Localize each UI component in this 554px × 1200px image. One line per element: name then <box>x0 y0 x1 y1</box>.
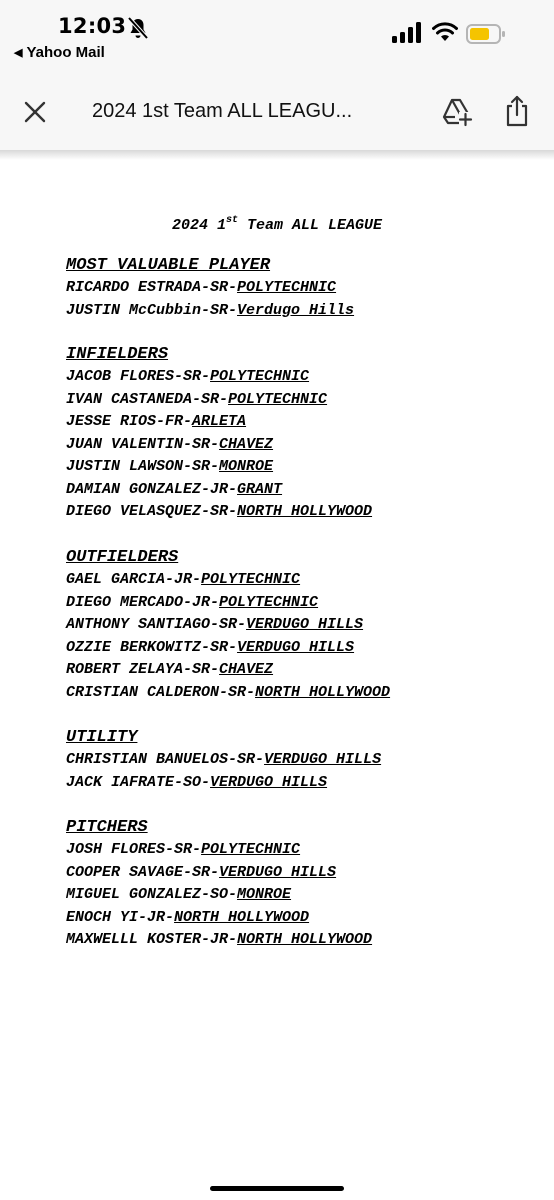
player-name: COOPER SAVAGE-SR- <box>66 863 220 881</box>
share-icon[interactable] <box>504 94 530 128</box>
home-indicator[interactable] <box>210 1186 344 1191</box>
section-heading: OUTFIELDERS <box>66 548 179 567</box>
message-header <box>0 72 554 150</box>
section-heading: INFIELDERS <box>66 345 169 364</box>
player-name: DIEGO MERCADO-JR- <box>66 593 220 611</box>
player-name: CRISTIAN CALDERON-SR- <box>66 683 256 701</box>
player-name: JOSH FLORES-SR- <box>66 841 202 858</box>
list-item <box>66 592 390 615</box>
list-item <box>66 659 390 682</box>
list-item <box>66 929 372 952</box>
player-name: JUSTIN McCubbin-SR- <box>66 301 238 319</box>
school-name: VERDUGO HILLS <box>237 638 355 656</box>
player-name: OZZIE BERKOWITZ-SR- <box>66 638 238 656</box>
list-item <box>66 839 372 862</box>
attachment-title: 2024 1st Team ALL LEAGU... <box>92 100 353 122</box>
school-name: VERDUGO HILLS <box>219 863 337 881</box>
school-name: POLYTECHNIC <box>201 571 301 588</box>
list-item <box>66 411 372 434</box>
list-item <box>66 501 372 524</box>
school-name: NORTH HOLLYWOOD <box>255 683 391 701</box>
school-name: CHAVEZ <box>219 435 274 453</box>
list-item <box>66 434 372 457</box>
section-infielders <box>66 344 372 524</box>
school-name: POLYTECHNIC <box>228 390 328 408</box>
list-item <box>66 389 372 412</box>
player-name: IVAN CASTANEDA-SR- <box>66 390 229 408</box>
school-name: Verdugo Hills <box>237 301 355 319</box>
player-name: JUSTIN LAWSON-SR- <box>66 458 220 475</box>
list-item <box>66 749 381 772</box>
school-name: POLYTECHNIC <box>237 279 337 296</box>
list-item <box>66 772 381 795</box>
list-item <box>66 637 390 660</box>
list-item <box>66 569 390 592</box>
player-name: JESSE RIOS-FR- <box>66 413 193 430</box>
section-heading: MOST VALUABLE PLAYER <box>66 256 271 275</box>
player-name: JUAN VALENTIN-SR- <box>66 435 220 453</box>
title-superscript: st <box>225 215 238 226</box>
player-name: ANTHONY SANTIAGO-SR- <box>66 616 247 633</box>
status-time: 12:03 <box>58 14 127 38</box>
school-name: VERDUGO HILLS <box>210 773 328 791</box>
list-item <box>66 907 372 930</box>
list-item <box>66 456 372 479</box>
title-prefix: 2024 1 <box>171 217 226 234</box>
school-name: POLYTECHNIC <box>210 368 310 385</box>
player-name: ROBERT ZELAYA-SR- <box>66 661 220 678</box>
school-name: VERDUGO HILLS <box>264 751 382 768</box>
back-triangle-icon: ◀ <box>14 47 23 59</box>
list-item <box>66 862 372 885</box>
player-name: CHRISTIAN BANUELOS-SR- <box>66 751 265 768</box>
player-name: DIEGO VELASQUEZ-SR- <box>66 503 238 520</box>
school-name: POLYTECHNIC <box>219 593 319 611</box>
player-name: MAXWELLL KOSTER-JR- <box>66 931 238 948</box>
player-name: JACOB FLORES-SR- <box>66 368 211 385</box>
section-most-valuable-player <box>66 255 354 322</box>
list-item <box>66 614 390 637</box>
save-to-drive-icon[interactable] <box>441 97 473 127</box>
school-name: GRANT <box>237 480 283 498</box>
list-item <box>66 884 372 907</box>
header-shadow <box>0 150 554 160</box>
section-heading: PITCHERS <box>66 818 148 837</box>
list-item <box>66 682 390 705</box>
player-name: RICARDO ESTRADA-SR- <box>66 279 238 296</box>
school-name: ARLETA <box>192 413 247 430</box>
school-name: CHAVEZ <box>219 661 274 678</box>
school-name: NORTH HOLLYWOOD <box>237 931 373 948</box>
player-name: GAEL GARCIA-JR- <box>66 571 202 588</box>
section-outfielders <box>66 547 390 704</box>
battery-icon <box>466 24 506 44</box>
document-title <box>0 215 554 234</box>
school-name: NORTH HOLLYWOOD <box>237 503 373 520</box>
school-name: VERDUGO HILLS <box>246 616 364 633</box>
section-heading: UTILITY <box>66 728 138 747</box>
list-item <box>66 277 354 300</box>
bell-off-icon <box>127 16 149 40</box>
list-item <box>66 300 354 323</box>
school-name: NORTH HOLLYWOOD <box>174 908 310 926</box>
cellular-signal-icon <box>392 22 424 44</box>
section-pitchers <box>66 817 372 952</box>
list-item <box>66 366 372 389</box>
section-utility <box>66 727 381 794</box>
list-item <box>66 479 372 502</box>
title-suffix: Team ALL LEAGUE <box>238 217 383 234</box>
player-name: ENOCH YI-JR- <box>66 908 175 926</box>
close-icon[interactable] <box>22 99 48 125</box>
wifi-icon <box>432 21 458 43</box>
player-name: JACK IAFRATE-SO- <box>66 773 211 791</box>
player-name: DAMIAN GONZALEZ-JR- <box>66 480 238 498</box>
back-to-app-link[interactable] <box>14 44 105 61</box>
player-name: MIGUEL GONZALEZ-SO- <box>66 886 238 903</box>
document-viewer[interactable] <box>0 160 554 1200</box>
back-app-label: Yahoo Mail <box>26 44 105 61</box>
school-name: MONROE <box>219 458 274 475</box>
status-bar <box>0 0 554 72</box>
school-name: POLYTECHNIC <box>201 841 301 858</box>
school-name: MONROE <box>237 886 292 903</box>
